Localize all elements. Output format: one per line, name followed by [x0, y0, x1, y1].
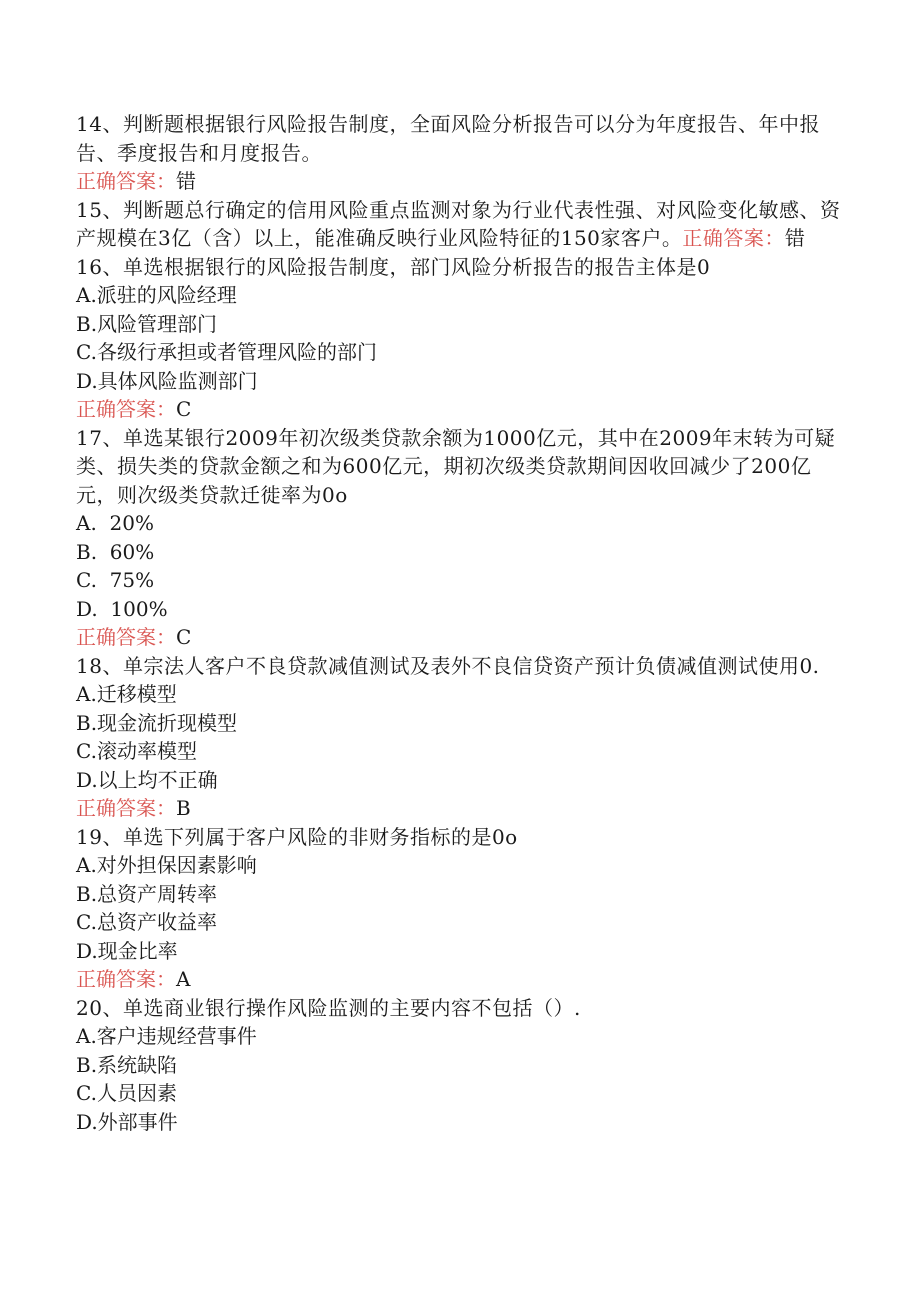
answer-line — [76, 395, 846, 424]
answer-label: 正确答案： — [76, 625, 176, 649]
answer-label: 正确答案： — [682, 226, 785, 250]
answer-line — [76, 794, 846, 823]
answer-line — [682, 226, 805, 250]
option-item: D.现金比率 — [76, 938, 178, 963]
option-item: D.具体风险监测部门 — [76, 368, 258, 393]
option-item: A.迁移模型 — [76, 682, 177, 706]
answer-line — [76, 623, 846, 652]
option-item: A.客户违规经营事件 — [76, 1024, 257, 1048]
option-item: C.滚动率模型 — [76, 739, 197, 763]
answer-label: 正确答案： — [76, 397, 176, 421]
answer-value: 错 — [176, 169, 196, 193]
option-item: C.各级行承担或者管理风险的部门 — [76, 340, 377, 364]
option-item: D.以上均不正确 — [76, 767, 218, 792]
answer-value: C — [176, 397, 192, 421]
question-text: 20、单选商业银行操作风险监测的主要内容不包括（）. — [76, 995, 581, 1020]
option-item: C.人员因素 — [76, 1081, 177, 1105]
answer-line — [76, 965, 846, 994]
answer-label: 正确答案： — [76, 169, 176, 193]
question-text: 18、单宗法人客户不良贷款减值测试及表外不良信贷资产预计负债减值测试使用0. — [76, 653, 820, 678]
question-text: 17、单选某银行2009年初次级类贷款余额为1000亿元，其中在2009年末转为可疑类、损失类的贷款金额之和为600亿元，期初次级类贷款期间因收回减少了200亿元，则次级类贷款迁徙率为0o — [76, 425, 836, 507]
answer-label: 正确答案： — [76, 967, 176, 991]
answer-value: C — [176, 625, 192, 649]
option-item: A.对外担保因素影响 — [76, 853, 257, 877]
option-item: B.风险管理部门 — [76, 311, 218, 336]
option-item: C.总资产收益率 — [76, 910, 217, 934]
option-item: A. 20% — [76, 511, 154, 535]
option-item: B. 60% — [76, 539, 155, 564]
answer-line — [76, 167, 846, 196]
option-item: B.现金流折现模型 — [76, 710, 238, 735]
option-item: D.外部事件 — [76, 1109, 178, 1134]
option-item: B.总资产周转率 — [76, 881, 218, 906]
answer-value: B — [176, 796, 191, 820]
answer-label: 正确答案： — [76, 796, 176, 820]
option-item: A.派驻的风险经理 — [76, 283, 237, 307]
answer-value: 错 — [784, 226, 806, 250]
option-item: B.系统缺陷 — [76, 1052, 178, 1077]
option-item: D. 100% — [76, 596, 168, 621]
question-body: 15、判断题总行确定的信用风险重点监测对象为行业代表性强、对风险变化敏感、资产规模在3亿（含）以上，能准确反映行业风险特征的150家客户。 — [76, 197, 841, 250]
option-item: C. 75% — [76, 568, 155, 592]
answer-value: A — [176, 967, 191, 991]
question-text — [76, 196, 846, 253]
question-list — [76, 110, 846, 1136]
question-text: 14、判断题根据银行风险报告制度，全面风险分析报告可以分为年度报告、年中报告、季度报告和月度报告。 — [76, 112, 820, 165]
question-text: 16、单选根据银行的风险报告制度，部门风险分析报告的报告主体是0 — [76, 254, 711, 279]
question-text: 19、单选下列属于客户风险的非财务指标的是0o — [76, 824, 518, 849]
